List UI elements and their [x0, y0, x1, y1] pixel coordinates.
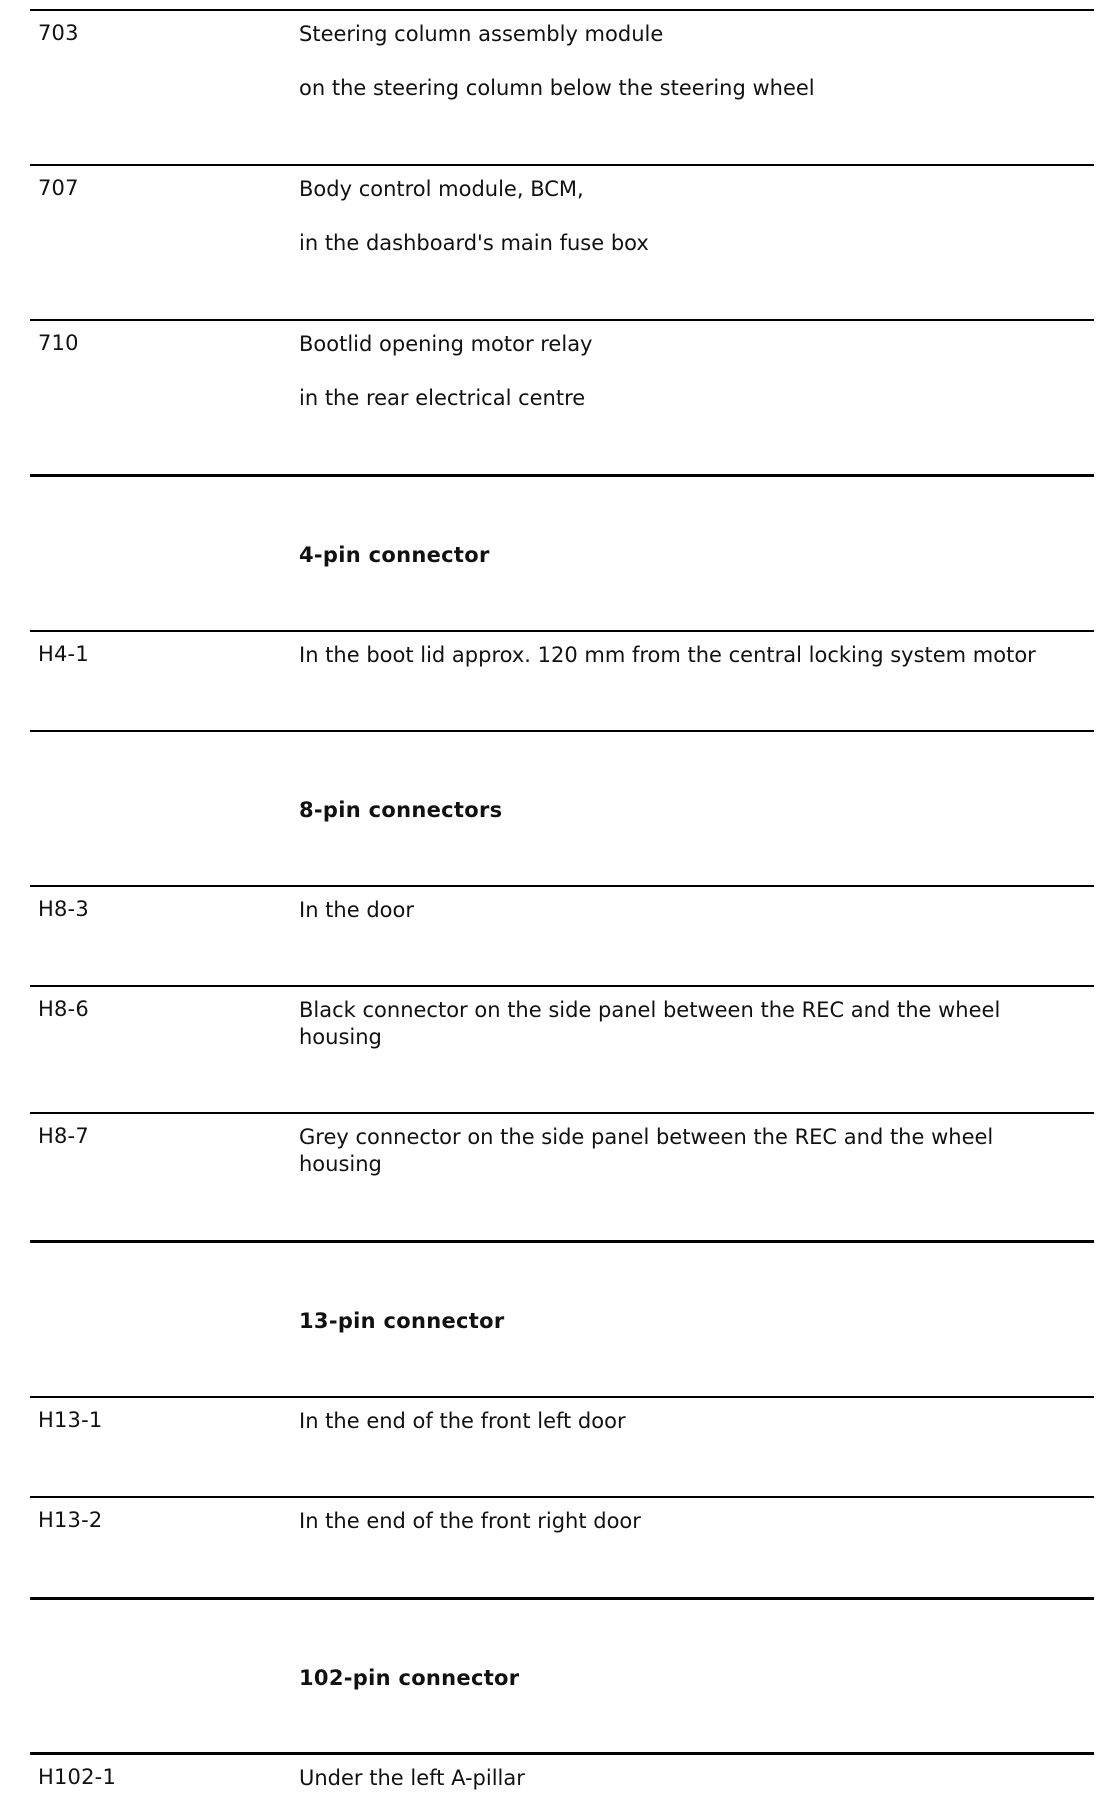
component-description: [299, 897, 1086, 924]
section-heading-row: [30, 1597, 1094, 1752]
section-heading: 4-pin connector: [299, 543, 490, 567]
component-code: H8-6: [38, 997, 89, 1021]
component-code: H8-7: [38, 1124, 89, 1148]
table-row: [30, 319, 1094, 474]
component-description: [299, 1508, 1086, 1535]
table-row: [30, 1496, 1094, 1597]
description-line-2: on the steering column below the steering wheel: [299, 76, 815, 100]
component-code: H13-2: [38, 1508, 103, 1532]
description-line-1: Under the left A-pillar: [299, 1766, 525, 1790]
table-row: [30, 1396, 1094, 1496]
component-code: 703: [38, 21, 79, 45]
component-code: H102-1: [38, 1765, 117, 1789]
description-line-1: Steering column assembly module: [299, 22, 664, 46]
section-heading-row: [30, 474, 1094, 630]
component-description: [299, 642, 1086, 669]
connector-location-table: [30, 9, 1094, 1812]
description-line-1: Grey connector on the side panel between the REC and the wheel housing: [299, 1125, 994, 1176]
table-row: [30, 885, 1094, 985]
table-row: [30, 985, 1094, 1112]
description-line-1: In the door: [299, 898, 414, 922]
description-line-2: in the dashboard's main fuse box: [299, 231, 649, 255]
component-code: H8-3: [38, 897, 89, 921]
table-row: [30, 164, 1094, 319]
component-description: [299, 1124, 1034, 1178]
description-line-1: Black connector on the side panel between the REC and the wheel housing: [299, 998, 1001, 1049]
table-row: [30, 9, 1094, 164]
component-code: 710: [38, 331, 79, 355]
component-code: 707: [38, 176, 79, 200]
description-line-1: Body control module, BCM,: [299, 177, 584, 201]
description-line-1: In the end of the front left door: [299, 1409, 626, 1433]
section-heading-row: [30, 730, 1094, 885]
component-description: [299, 1765, 1086, 1792]
section-heading-row: [30, 1240, 1094, 1396]
table-row: [30, 1112, 1094, 1240]
component-code: H13-1: [38, 1408, 103, 1432]
section-heading: 102-pin connector: [299, 1666, 520, 1690]
description-line-2: in the rear electrical centre: [299, 386, 586, 410]
table-row: [30, 630, 1094, 730]
component-description: [299, 176, 1086, 257]
component-description: [299, 331, 1086, 412]
section-heading: 8-pin connectors: [299, 798, 503, 822]
component-description: [299, 997, 1034, 1051]
section-heading: 13-pin connector: [299, 1309, 505, 1333]
component-code: H4-1: [38, 642, 89, 666]
description-line-1: Bootlid opening motor relay: [299, 332, 593, 356]
component-description: [299, 1408, 1086, 1435]
description-line-1: In the boot lid approx. 120 mm from the central locking system motor: [299, 643, 1036, 667]
component-description: [299, 21, 1086, 102]
table-row: [30, 1752, 1094, 1812]
description-line-1: In the end of the front right door: [299, 1509, 641, 1533]
